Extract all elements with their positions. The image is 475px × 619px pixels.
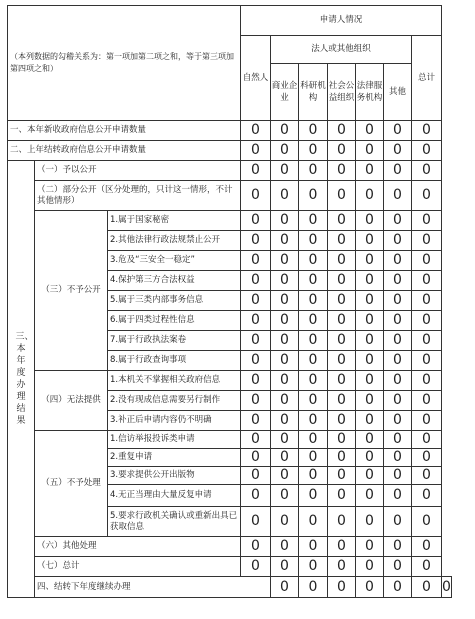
value-cell: 0 [299,431,328,449]
item-not-processed: 2.重复申请 [108,449,241,467]
value-cell: 0 [328,181,356,211]
value-cell: 0 [271,181,299,211]
value-cell: 0 [328,311,356,331]
value-cell: 0 [384,467,412,485]
value-cell: 0 [299,231,328,251]
value-cell: 0 [241,485,271,507]
item-not-processed: 4.无正当理由大量反复申请 [108,485,241,507]
row-subtotal: （七）总计 [35,557,241,577]
value-cell: 0 [442,577,452,598]
value-cell: 0 [299,141,328,161]
header-legal-other: 法人或其他组织 [271,36,412,64]
value-cell: 0 [241,411,271,431]
value-cell: 0 [271,431,299,449]
item-not-disclosed: 8.属于行政查询事项 [108,351,241,371]
header-legal-service: 法律服务机构 [356,64,384,121]
value-cell: 0 [241,331,271,351]
value-cell: 0 [384,291,412,311]
value-cell: 0 [328,507,356,537]
value-cell: 0 [384,577,412,598]
value-cell: 0 [328,161,356,181]
item-not-disclosed: 6.属于四类过程性信息 [108,311,241,331]
value-cell: 0 [328,331,356,351]
value-cell: 0 [384,371,412,391]
value-cell: 0 [271,141,299,161]
header-commercial: 商业企业 [271,64,299,121]
value-cell: 0 [356,211,384,231]
value-cell: 0 [356,331,384,351]
value-cell: 0 [356,411,384,431]
value-cell: 0 [356,467,384,485]
row-partially-disclosed: （二）部分公开（区分处理的，只计这一情形，不计其他情形） [35,181,241,211]
value-cell: 0 [271,391,299,411]
value-cell: 0 [328,411,356,431]
value-cell: 0 [356,291,384,311]
value-cell: 0 [328,431,356,449]
value-cell: 0 [299,537,328,557]
value-cell: 0 [271,121,299,141]
value-cell: 0 [299,291,328,311]
value-cell: 0 [384,431,412,449]
value-cell: 0 [356,391,384,411]
section-results-label [8,161,35,598]
value-cell: 0 [412,485,442,507]
value-cell: 0 [412,251,442,271]
value-cell: 0 [384,231,412,251]
value-cell: 0 [384,211,412,231]
value-cell: 0 [384,485,412,507]
value-cell: 0 [412,121,442,141]
value-cell: 0 [384,141,412,161]
value-cell: 0 [356,485,384,507]
value-cell: 0 [356,311,384,331]
header-public-welfare: 社会公益组织 [328,64,356,121]
value-cell: 0 [412,371,442,391]
value-cell: 0 [299,485,328,507]
value-cell: 0 [328,485,356,507]
group-not-disclosed: （三）不予公开 [35,211,108,371]
value-cell: 0 [328,449,356,467]
value-cell: 0 [299,271,328,291]
value-cell: 0 [271,271,299,291]
item-unable-provide: 2.没有现成信息需要另行制作 [108,391,241,411]
item-not-disclosed: 7.属于行政执法案卷 [108,331,241,351]
section-results-label-text: 三、本年度办理结果 [15,332,34,426]
value-cell: 0 [328,121,356,141]
value-cell: 0 [328,211,356,231]
value-cell: 0 [356,431,384,449]
value-cell: 0 [356,449,384,467]
value-cell: 0 [241,449,271,467]
value-cell: 0 [412,537,442,557]
value-cell: 0 [241,121,271,141]
value-cell: 0 [241,557,271,577]
item-not-processed: 5.要求行政机关确认或重新出具已获取信息 [108,507,241,537]
value-cell: 0 [241,351,271,371]
value-cell: 0 [241,161,271,181]
value-cell: 0 [412,411,442,431]
value-cell: 0 [328,391,356,411]
value-cell: 0 [241,371,271,391]
value-cell: 0 [299,351,328,371]
value-cell: 0 [241,141,271,161]
value-cell: 0 [356,161,384,181]
header-note: （本列数据的勾稽关系为：第一项加第二项之和，等于第三项加第四项之和） [8,6,241,121]
value-cell: 0 [412,577,442,598]
value-cell: 0 [328,291,356,311]
value-cell: 0 [384,351,412,371]
value-cell: 0 [271,507,299,537]
value-cell: 0 [328,577,356,598]
value-cell: 0 [412,331,442,351]
value-cell: 0 [299,331,328,351]
value-cell: 0 [328,537,356,557]
value-cell: 0 [356,537,384,557]
value-cell: 0 [412,351,442,371]
value-cell: 0 [412,391,442,411]
group-unable-provide: （四）无法提供 [35,371,108,431]
value-cell: 0 [271,291,299,311]
value-cell: 0 [412,311,442,331]
item-not-disclosed: 1.属于国家秘密 [108,211,241,231]
item-not-disclosed: 2.其他法律行政法规禁止公开 [108,231,241,251]
value-cell: 0 [356,351,384,371]
item-not-disclosed: 5.属于三类内部事务信息 [108,291,241,311]
value-cell: 0 [356,507,384,537]
value-cell: 0 [412,141,442,161]
value-cell: 0 [356,577,384,598]
value-cell: 0 [356,371,384,391]
value-cell: 0 [356,231,384,251]
value-cell: 0 [384,557,412,577]
value-cell: 0 [328,251,356,271]
value-cell: 0 [299,467,328,485]
value-cell: 0 [271,331,299,351]
value-cell: 0 [328,371,356,391]
value-cell: 0 [299,577,328,598]
value-cell: 0 [356,181,384,211]
value-cell: 0 [299,211,328,231]
value-cell: 0 [271,537,299,557]
value-cell: 0 [271,557,299,577]
header-applicant: 申请人情况 [241,6,442,36]
row-new-requests: 一、本年新收政府信息公开申请数量 [8,121,241,141]
statistics-table [7,5,452,598]
value-cell: 0 [384,537,412,557]
value-cell: 0 [241,211,271,231]
value-cell: 0 [412,449,442,467]
value-cell: 0 [299,371,328,391]
value-cell: 0 [241,231,271,251]
value-cell: 0 [328,351,356,371]
value-cell: 0 [412,211,442,231]
item-not-processed: 3.要求提供公开出版物 [108,467,241,485]
item-unable-provide: 3.补正后申请内容仍不明确 [108,411,241,431]
value-cell: 0 [384,251,412,271]
value-cell: 0 [299,391,328,411]
value-cell: 0 [384,331,412,351]
row-carry-forward: 四、结转下年度继续办理 [35,577,271,598]
value-cell: 0 [356,141,384,161]
value-cell: 0 [241,291,271,311]
value-cell: 0 [299,557,328,577]
value-cell: 0 [271,311,299,331]
value-cell: 0 [299,449,328,467]
value-cell: 0 [328,467,356,485]
value-cell: 0 [384,411,412,431]
value-cell: 0 [271,211,299,231]
value-cell: 0 [271,485,299,507]
value-cell: 0 [328,141,356,161]
value-cell: 0 [412,271,442,291]
value-cell: 0 [271,577,299,598]
value-cell: 0 [241,507,271,537]
value-cell: 0 [384,507,412,537]
header-other: 其他 [384,64,412,121]
value-cell: 0 [241,431,271,449]
header-natural-person: 自然人 [241,36,271,121]
value-cell: 0 [299,251,328,271]
item-not-disclosed: 4.保护第三方合法权益 [108,271,241,291]
value-cell: 0 [241,181,271,211]
value-cell: 0 [384,181,412,211]
value-cell: 0 [356,121,384,141]
row-disclosed: （一）予以公开 [35,161,241,181]
value-cell: 0 [271,251,299,271]
value-cell: 0 [271,371,299,391]
value-cell: 0 [271,449,299,467]
value-cell: 0 [384,311,412,331]
value-cell: 0 [412,291,442,311]
value-cell: 0 [384,449,412,467]
header-total: 总计 [412,36,442,121]
value-cell: 0 [328,231,356,251]
item-unable-provide: 1.本机关不掌握相关政府信息 [108,371,241,391]
value-cell: 0 [271,351,299,371]
group-not-processed: （五）不予处理 [35,431,108,537]
value-cell: 0 [299,311,328,331]
value-cell: 0 [271,161,299,181]
value-cell: 0 [328,271,356,291]
row-other-processing: （六）其他处理 [35,537,241,557]
value-cell: 0 [412,231,442,251]
value-cell: 0 [299,181,328,211]
value-cell: 0 [241,537,271,557]
value-cell: 0 [384,391,412,411]
value-cell: 0 [356,557,384,577]
value-cell: 0 [384,161,412,181]
value-cell: 0 [412,467,442,485]
value-cell: 0 [271,467,299,485]
value-cell: 0 [271,231,299,251]
value-cell: 0 [271,411,299,431]
row-carried-over: 二、上年结转政府信息公开申请数量 [8,141,241,161]
application-statistics-sheet [7,5,452,598]
value-cell: 0 [241,467,271,485]
value-cell: 0 [412,431,442,449]
value-cell: 0 [299,411,328,431]
value-cell: 0 [299,121,328,141]
value-cell: 0 [384,271,412,291]
value-cell: 0 [412,557,442,577]
item-not-disclosed: 3.危及“三安全一稳定” [108,251,241,271]
item-not-processed: 1.信访举报投诉类申请 [108,431,241,449]
value-cell: 0 [299,161,328,181]
value-cell: 0 [328,557,356,577]
value-cell: 0 [241,271,271,291]
value-cell: 0 [241,311,271,331]
value-cell: 0 [384,121,412,141]
value-cell: 0 [241,391,271,411]
value-cell: 0 [412,507,442,537]
value-cell: 0 [412,161,442,181]
value-cell: 0 [412,181,442,211]
value-cell: 0 [299,507,328,537]
value-cell: 0 [241,251,271,271]
header-research: 科研机构 [299,64,328,121]
value-cell: 0 [356,271,384,291]
value-cell: 0 [356,251,384,271]
